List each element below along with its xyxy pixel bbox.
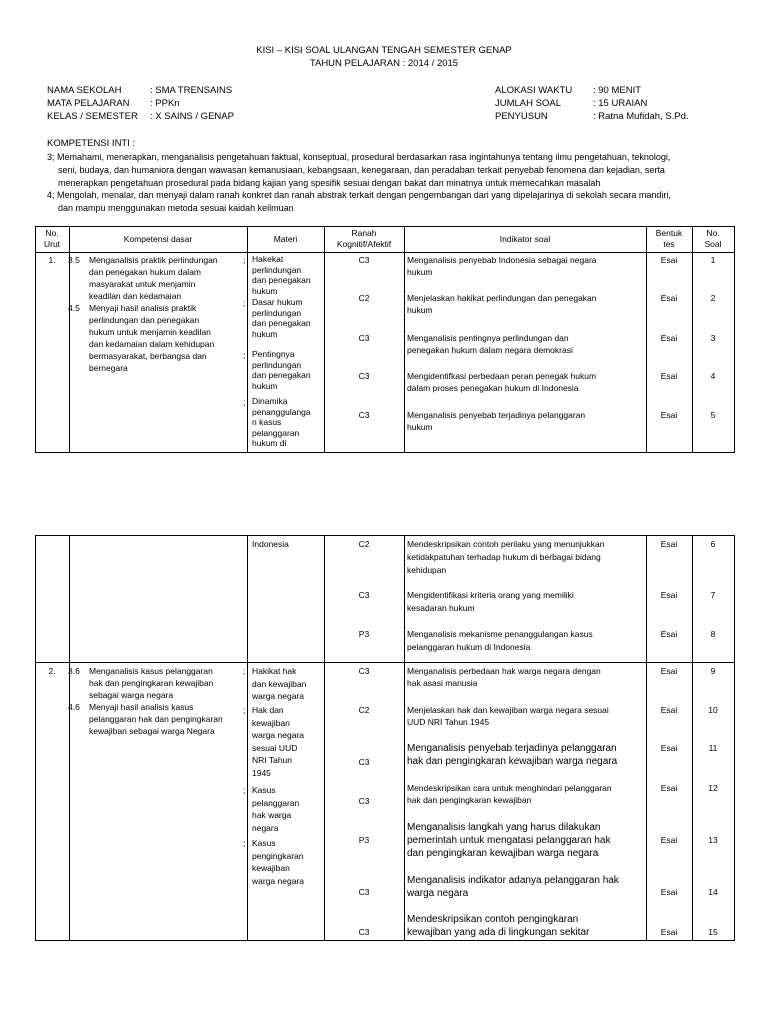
row-no-2: 2. [48, 666, 56, 676]
indikator-cell: Menjelaskan hak dan kewajiban warga negara sesuai UUD NRI Tahun 1945 [407, 705, 609, 727]
info-value-count: : 15 URAIAN [593, 98, 648, 109]
bentuk-cell: Esai [660, 293, 678, 303]
indikator-cell: Menganalisis indikator adanya pelanggaran hak warga negara [407, 875, 619, 899]
ranah-cell: C3 [358, 887, 370, 897]
header-kompetensi-dasar: Kompetensi dasar [123, 234, 193, 244]
indikator-cell: Menganalisis penyebab Indonesia sebagai negara hukum [407, 255, 597, 277]
bullet-icon: ; [243, 785, 246, 795]
ki4-line-2: dan mampu menggunakan metoda sesuai kaidah keilmuan [58, 203, 294, 213]
info-label-class: KELAS / SEMESTER [47, 111, 138, 122]
ranah-cell: C3 [358, 590, 370, 600]
info-label-subject: MATA PELAJARAN [47, 98, 130, 109]
no-soal-cell: 12 [708, 783, 718, 793]
info-value-subject: : PPKn [150, 98, 180, 109]
bullet-icon: ; [243, 705, 246, 715]
no-soal-cell: 6 [710, 539, 716, 549]
materi-item: Kasus pelanggaran hak warga negara [252, 785, 300, 833]
no-soal-cell: 1 [710, 255, 716, 265]
bentuk-cell: Esai [660, 835, 678, 845]
header-ranah: Ranah Kognitif/Afektif [336, 228, 392, 249]
no-soal-cell: 13 [708, 835, 718, 845]
indikator-cell: Menganalisis perbedaan hak warga negara dengan hak asasi manusia [407, 666, 601, 688]
bentuk-cell: Esai [660, 255, 678, 265]
indikator-cell: Menganalisis penyebab terjadinya pelanggaran hukum [407, 410, 586, 432]
ranah-cell: C3 [358, 666, 370, 676]
no-soal-cell: 5 [710, 410, 716, 420]
header-indikator: Indikator soal [499, 234, 551, 244]
info-label-school: NAMA SEKOLAH [47, 85, 122, 96]
no-soal-cell: 10 [708, 705, 718, 715]
bentuk-cell: Esai [660, 927, 678, 937]
indikator-cell: Mengidentifkasi perbedaan peran penegak hukum dalam proses penegakan hukum di Indonesia [407, 371, 597, 393]
info-value-class: : X SAINS / GENAP [150, 111, 234, 122]
header-no-soal: No. Soal [704, 228, 722, 249]
row-no-1: 1. [48, 255, 56, 265]
ki-title: KOMPETENSI INTI : [47, 138, 136, 149]
materi-item: Hakekat perlindungan dan penegakan hukum [252, 254, 311, 296]
kd-text: Menganalisis kasus pelanggaran hak dan pengingkaran kewajiban sebagai warga negara [89, 666, 214, 700]
no-soal-cell: 9 [710, 666, 716, 676]
header-no-urut: No. Urut [43, 228, 61, 249]
indikator-cell: Menganalisis mekanisme penanggulangan kasus pelanggaran hukum di Indonesia [407, 629, 593, 652]
materi-item: Dasar hukum perlindungan dan penegakan hukum [252, 297, 311, 339]
bullet-icon: ; [243, 298, 246, 308]
info-label-author: PENYUSUN [495, 111, 548, 122]
materi-item: Hakikat hak dan kewajiban warga negara [252, 666, 307, 701]
document-title: KISI – KISI SOAL ULANGAN TENGAH SEMESTER GENAP [256, 45, 512, 56]
info-value-school: : SMA TRENSAINS [150, 85, 233, 96]
indikator-cell: Menganalisis langkah yang harus dilakukan pemerintah untuk mengatasi pelanggaran hak dan pengingkaran kewajiban warga negara [407, 822, 611, 859]
materi-item: Dinamika penanggulanga n kasus pelanggaran hukum di [252, 396, 311, 448]
kd-number: 3.6 [68, 666, 80, 676]
bullet-icon: ; [243, 397, 246, 407]
ranah-cell: P3 [358, 835, 370, 845]
materi-continuation: Indonesia [252, 539, 289, 549]
materi-item: Pentingnya perlindungan dan penegakan hukum [252, 349, 311, 391]
bullet-icon: ; [243, 350, 246, 360]
kd-text: Menyaji hasil analisis kasus pelanggaran hak dan pengingkaran kewajiban sebagai warga Negara [89, 702, 223, 736]
ranah-cell: C3 [358, 796, 370, 806]
ranah-cell: C3 [358, 255, 370, 265]
ki4-line-1: 4; Mengolah, menalar, dan menyaji dalam ranah konkret dan ranah abstrak terkait dengan pengembangan dari yang dipelajarinya di sekolah secara mandiri, [47, 190, 671, 200]
ki3-line-3: menerapkan pengetahuan prosedural pada bidang kajian yang spesifik sesuai dengan bakat dan minatnya untuk memecahkan masalah [58, 178, 601, 188]
info-value-author: : Ratna Mufidah, S.Pd. [593, 111, 689, 122]
no-soal-cell: 14 [708, 887, 718, 897]
bentuk-cell: Esai [660, 666, 678, 676]
ranah-cell: C3 [358, 927, 370, 937]
indikator-cell: Mengidentifikasi kriteria orang yang memiliki kesadaran hukum [407, 590, 574, 613]
info-label-count: JUMLAH SOAL [495, 98, 561, 109]
no-soal-cell: 7 [710, 590, 716, 600]
indikator-cell: Mendeskripsikan cara untuk menghindari pelanggaran hak dan pengingkaran kewajiban [407, 783, 612, 805]
no-soal-cell: 8 [710, 629, 716, 639]
kd-number: 4.5 [68, 303, 80, 313]
bentuk-cell: Esai [660, 539, 678, 549]
header-bentuk-tes: Bentuk tes [655, 228, 683, 249]
ranah-cell: C3 [358, 333, 370, 343]
no-soal-cell: 2 [710, 293, 716, 303]
bentuk-cell: Esai [660, 371, 678, 381]
ranah-cell: C2 [358, 539, 370, 549]
bullet-icon: ; [243, 255, 246, 265]
ki3-line-2: seni, budaya, dan humaniora dengan wawasan kemanusiaan, kebangsaan, kenegaraan, dan peradaban terkait penyebab fenomena dan kejadian, serta [58, 165, 665, 175]
kd-number: 3.5 [68, 255, 80, 265]
bentuk-cell: Esai [660, 333, 678, 343]
bentuk-cell: Esai [660, 705, 678, 715]
kd-number: 4.6 [68, 702, 80, 712]
no-soal-cell: 15 [708, 927, 718, 937]
indikator-cell: Menganalisis pentingnya perlindungan dan penegakan hukum dalam negara demokrasi [407, 333, 573, 355]
bentuk-cell: Esai [660, 629, 678, 639]
document-subtitle: TAHUN PELAJARAN : 2014 / 2015 [309, 58, 459, 69]
bullet-icon: ; [243, 838, 246, 848]
bentuk-cell: Esai [660, 887, 678, 897]
ranah-cell: C3 [358, 757, 370, 767]
bentuk-cell: Esai [660, 743, 678, 753]
no-soal-cell: 4 [710, 371, 716, 381]
bentuk-cell: Esai [660, 783, 678, 793]
ranah-cell: C2 [358, 293, 370, 303]
bentuk-cell: Esai [660, 410, 678, 420]
kd-text: Menyaji hasil analisis praktik perlindungan dan penegakan hukum untuk menjamin keadilan dan kedamaian dalam kehidupan bermasyarakat, berbangsa dan bernegara [89, 303, 215, 373]
no-soal-cell: 3 [710, 333, 716, 343]
ranah-cell: C2 [358, 705, 370, 715]
bullet-icon: ; [243, 666, 246, 676]
materi-item: Hak dan kewajiban warga negara sesuai UUD NRI Tahun 1945 [252, 705, 304, 778]
indikator-cell: Menganalisis penyebab terjadinya pelanggaran hak dan pengingkaran kewajiban warga negara [407, 743, 618, 767]
bentuk-cell: Esai [660, 590, 678, 600]
ranah-cell: C3 [358, 371, 370, 381]
indikator-cell: Mendeskripsikan contoh perilaku yang menunjukkan ketidakpatuhan terhadap hukum di berbagai bidang kehidupan [407, 539, 605, 575]
ranah-cell: P3 [358, 629, 370, 639]
info-label-time: ALOKASI WAKTU [495, 85, 573, 96]
indikator-cell: Menjelaskan hakikat perlindungan dan penegakan hukum [407, 293, 597, 315]
materi-item: Kasus pengingkaran kewajiban warga negara [252, 838, 304, 886]
no-soal-cell: 11 [708, 743, 718, 753]
ki3-line-1: 3; Memahami, menerapkan, menganalisis pengetahuan faktual, konseptual, prosedural berdasarkan rasa ingintahunya tentang ilmu pengetahuan, teknologi, [47, 152, 671, 162]
info-value-time: : 90 MENIT [593, 85, 642, 96]
header-materi: Materi [273, 234, 298, 244]
indikator-cell: Mendeskripsikan contoh pengingkaran kewajiban yang ada di lingkungan sekitar [407, 914, 590, 938]
ranah-cell: C3 [358, 410, 370, 420]
kd-text: Menganalisis praktik perlindungan dan penegakan hukum dalam masyarakat untuk menjamin keadilan dan kedamaian [89, 255, 218, 301]
